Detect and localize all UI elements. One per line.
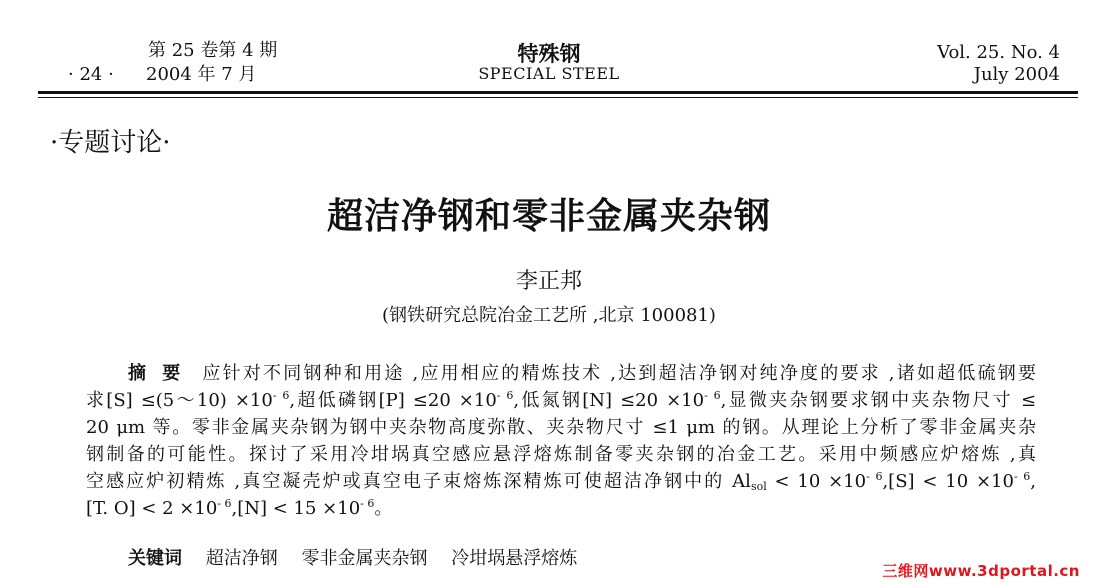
header-page-number: · 24 ·: [68, 64, 114, 85]
abstract-line-5: 空感应炉初精炼 ,真空凝壳炉或真空电子束熔炼深精炼可使超洁净钢中的 $Al_{sol} < 10 \times 10^{- 6},[S] < 10 \times 10^{- 6}$,: [86, 470, 1037, 493]
header-volume-en: Vol. 25. No. 4: [937, 42, 1060, 63]
author-name: 李正邦: [515, 269, 582, 294]
header-rule-thick: [38, 91, 1078, 94]
header-date-cn: 2004 年 7 月: [146, 64, 257, 85]
site-watermark: 三维网www.3dportal.cn: [882, 562, 1080, 580]
author-affiliation: (钢铁研究总院冶金工艺所 ,北京 100081): [382, 305, 716, 326]
abstract-line-3: 20 μm 等。零非金属夹杂钢为钢中夹杂物高度弥散、夹杂物尺寸 ≤1 μm 的钢。从理论上分析了零非金属夹杂: [86, 417, 1036, 438]
keyword-item: 零非金属夹杂钢: [301, 548, 428, 569]
journal-name-cn: 特殊钢: [517, 41, 581, 66]
keywords: [128, 544, 595, 570]
journal-name-en: SPECIAL STEEL: [478, 64, 620, 83]
column-label: ·专题讨论·: [50, 128, 171, 158]
abstract: [86, 360, 1036, 522]
header-volume-issue: 第 25 卷第 4 期: [148, 40, 278, 61]
keyword-item: 冷坩埚悬浮熔炼: [451, 548, 578, 569]
header-date-en: July 2004: [973, 64, 1060, 85]
abstract-label: 摘要: [128, 363, 197, 384]
keyword-item: 超洁净钢: [205, 548, 278, 569]
paper-title: 超洁净钢和零非金属夹杂钢: [326, 195, 771, 237]
abstract-line-2: 求[S] ≤(5～10) $\times 10^{- 6}$,超低磷钢$[P] \le 20 \times 10^{- 6}$,低氮钢$[N] \le 20 \times 10^{- 6}$,显微夹杂钢要求钢中夹杂物尺寸 ≤: [86, 389, 1037, 411]
abstract-line-6: [T. $O] < 2 \times 10^{- 6},[N] < 15 \times 10^{- 6}$。: [86, 497, 393, 519]
header-rule-thin: [38, 97, 1078, 98]
keywords-label: 关键词: [128, 548, 182, 569]
abstract-line-1: 摘要 应针对不同钢种和用途 ,应用相应的精炼技术 ,达到超洁净钢对纯净度的要求 ,诸如超低硫钢要: [128, 363, 1036, 384]
abstract-line-4: 钢制备的可能性。探讨了采用冷坩埚真空感应悬浮熔炼制备零夹杂钢的冶金工艺。采用中频感应炉熔炼 ,真: [86, 444, 1036, 465]
